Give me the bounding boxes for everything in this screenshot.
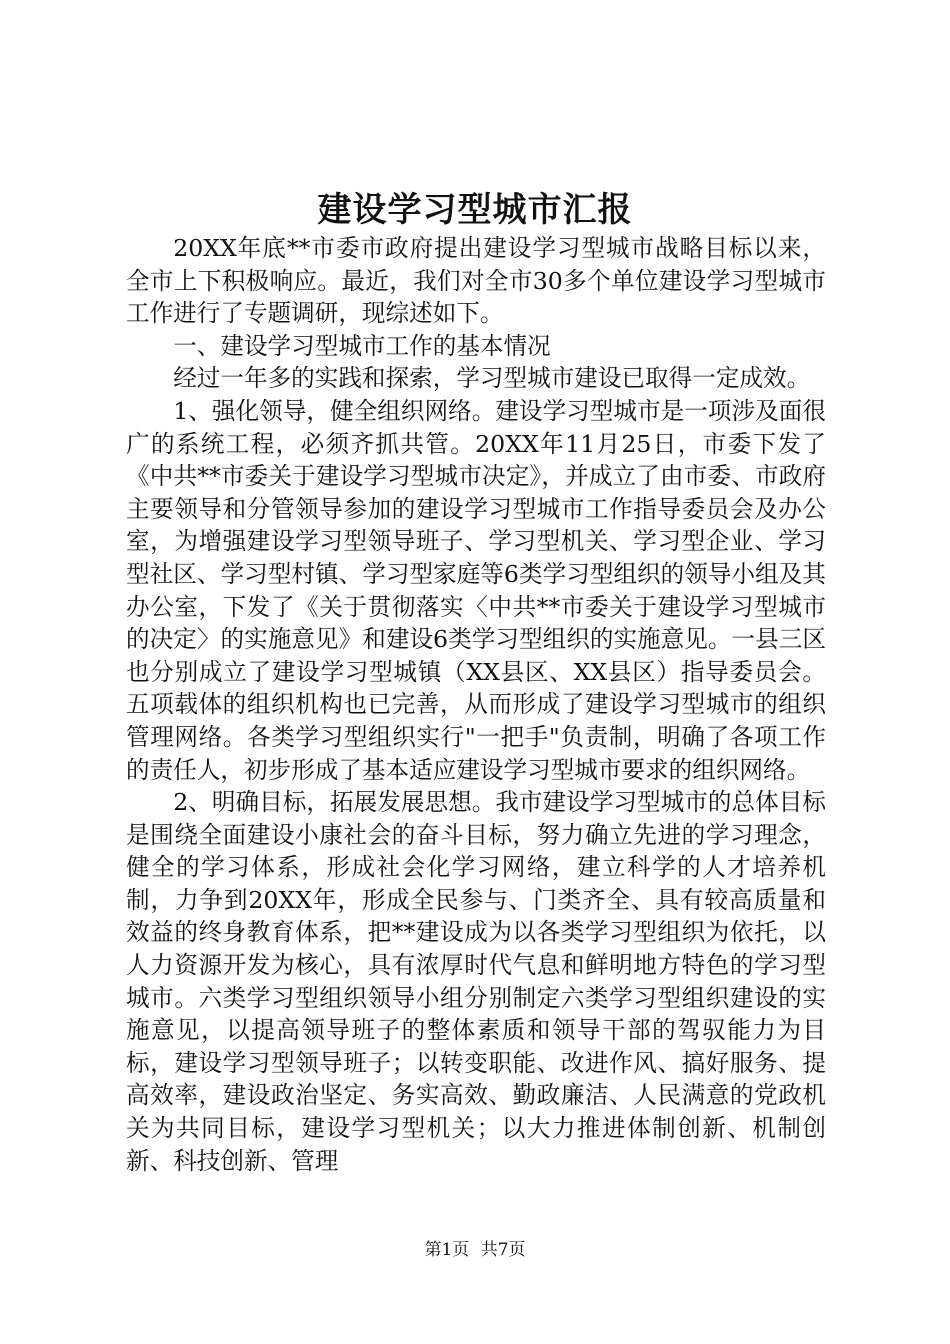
section-heading: 一、建设学习型城市工作的基本情况 [173, 331, 551, 360]
paragraph-item-2: 2、明确目标，拓展发展思想。我市建设学习型城市的总体目标是围绕全面建设小康社会的奋斗目标，努力确立先进的学习理念，健全的学习体系，形成社会化学习网络，建立科学的人才培养机制，力争到20XX年，形成全民参与、门类齐全、具有较高质量和效益的终身教育体系，把**建设成为以各类学习型组织为依托，以人力资源开发为核心，具有浓厚时代气息和鲜明地方特色的学习型城市。六类学习型组织领导小组分别制定六类学习型组织建设的实施意见，以提高领导班子的整体素质和领导干部的驾驭能力为目标，建设学习型领导班子；以转变职能、改进作风、搞好服务、提高效率，建设政治坚定、务实高效、勤政廉洁、人民满意的党政机关为共同目标，建设学习型机关；以大力推进体制创新、机制创新、科技创新、管理 [126, 788, 826, 1175]
paragraph-summary: 经过一年多的实践和探索，学习型城市建设已取得一定成效。 [173, 364, 811, 393]
paragraph-intro: 20XX年底**市委市政府提出建设学习型城市战略目标以来，全市上下积极响应。最近，我们对全市30多个单位建设学习型城市工作进行了专题调研，现综述如下。 [126, 234, 826, 328]
page-total: 共7页 [480, 1240, 526, 1260]
document-title: 建设学习型城市汇报 [317, 190, 633, 230]
page-footer [0, 1238, 950, 1262]
page-number: 第1页 [424, 1240, 470, 1260]
document-body [126, 232, 826, 1177]
paragraph-item-1: 1、强化领导，健全组织网络。建设学习型城市是一项涉及面很广的系统工程，必须齐抓共管。20XX年11月25日，市委下发了《中共**市委关于建设学习型城市决定》，并成立了由市委、市政府主要领导和分管领导参加的建设学习型城市工作指导委员会及办公室，为增强建设学习型领导班子、学习型机关、学习型企业、学习型社区、学习型村镇、学习型家庭等6类学习型组织的领导小组及其办公室，下发了《关于贯彻落实〈中共**市委关于建设学习型城市的决定〉的实施意见》和建设6类学习型组织的实施意见。一县三区也分别成立了建设学习型城镇（XX县区、XX县区）指导委员会。五项载体的组织机构也已完善，从而形成了建设学习型城市的组织管理网络。各类学习型组织实行"一把手"负责制，明确了各项工作的责任人，初步形成了基本适应建设学习型城市要求的组织网络。 [126, 396, 826, 784]
